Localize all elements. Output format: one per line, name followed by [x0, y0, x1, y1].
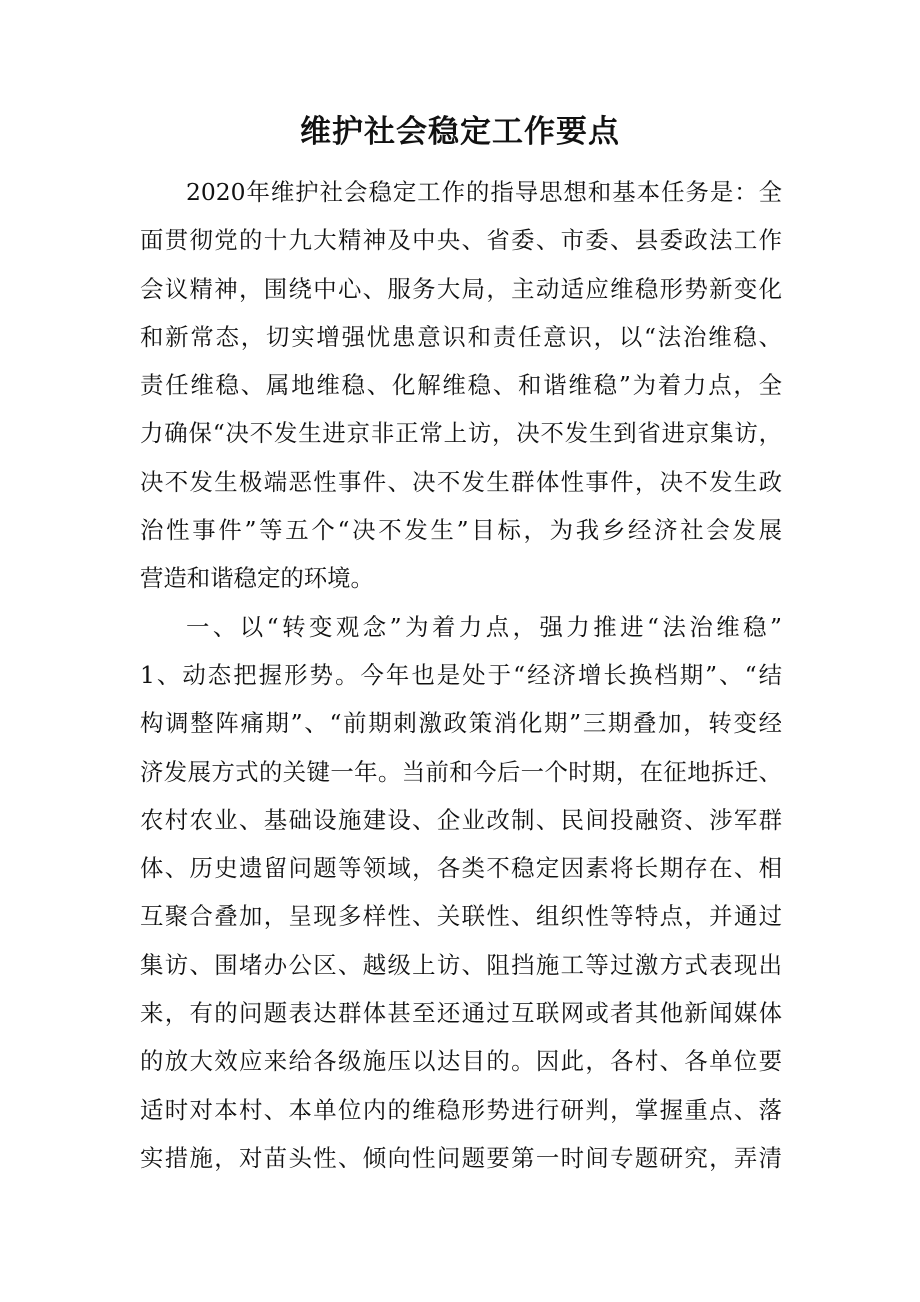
paragraph-line: 农村农业、基础设施建设、企业改制、民间投融资、涉军群 [140, 805, 782, 834]
paragraph-line: 治性事件”等五个“决不发生”目标，为我乡经济社会发展 [140, 516, 782, 545]
paragraph-line: 2020年维护社会稳定工作的指导思想和基本任务是：全 [186, 178, 782, 206]
paragraph-line: 济发展方式的关键一年。当前和今后一个时期，在征地拆迁、 [140, 757, 782, 786]
paragraph-line: 面贯彻党的十九大精神及中央、省委、市委、县委政法工作 [140, 226, 782, 255]
paragraph-line: 营造和谐稳定的环境。 [140, 564, 374, 593]
paragraph-line: 构调整阵痛期”、“前期刺激政策消化期”三期叠加，转变经 [140, 709, 782, 738]
paragraph-line: 来，有的问题表达群体甚至还通过互联网或者其他新闻媒体 [140, 999, 782, 1028]
paragraph-line: 1、动态把握形势。今年也是处于“经济增长换档期”、“结 [140, 660, 782, 689]
paragraph-line: 和新常态，切实增强忧患意识和责任意识，以“法治维稳、 [140, 322, 782, 351]
paragraph-line: 适时对本村、本单位内的维稳形势进行研判，掌握重点、落 [140, 1095, 782, 1124]
paragraph-line: 集访、围堵办公区、越级上访、阻挡施工等过激方式表现出 [140, 950, 782, 979]
paragraph-line: 实措施，对苗头性、倾向性问题要第一时间专题研究，弄清 [140, 1143, 782, 1172]
document-body [140, 168, 782, 1182]
paragraph-line: 力确保“决不发生进京非正常上访，决不发生到省进京集访， [140, 419, 782, 448]
document-title: 维护社会稳定工作要点 [300, 114, 620, 150]
paragraph-line: 责任维稳、属地维稳、化解维稳、和谐维稳”为着力点，全 [140, 371, 782, 400]
paragraph-line: 体、历史遗留问题等领域，各类不稳定因素将长期存在、相 [140, 854, 782, 883]
paragraph-line: 会议精神，围绕中心、服务大局，主动适应维稳形势新变化 [140, 274, 782, 303]
paragraph-line: 互聚合叠加，呈现多样性、关联性、组织性等特点，并通过 [140, 902, 782, 931]
paragraph-line: 的放大效应来给各级施压以达目的。因此，各村、各单位要 [140, 1047, 782, 1076]
paragraph-line: 决不发生极端恶性事件、决不发生群体性事件，决不发生政 [140, 467, 782, 496]
section-heading: 一、以“转变观念”为着力点，强力推进“法治维稳” [186, 612, 782, 641]
